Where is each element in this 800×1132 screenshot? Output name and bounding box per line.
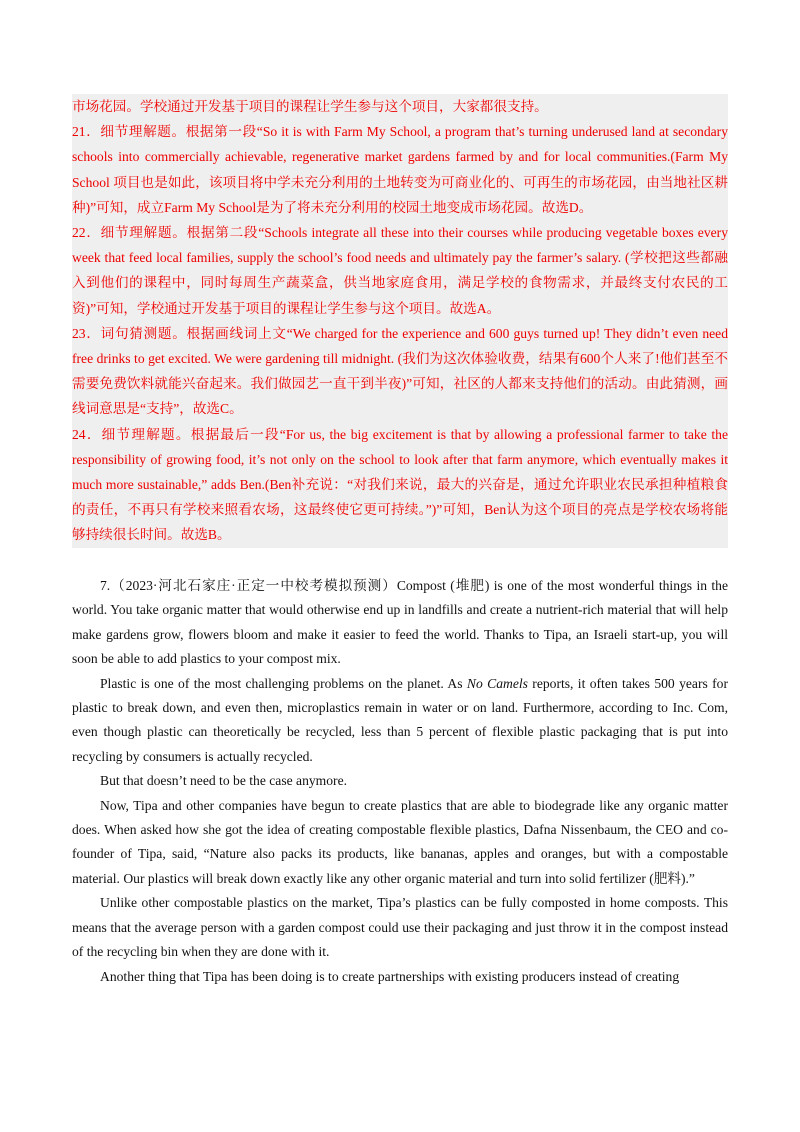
answer-23: 23．词句猜测题。根据画线词上文“We charged for the experience and 600 guys turned up! They didn’t even need free drinks to get excited. We were gardening till midnight. (我们为这次体验收费，结果有600个人来了!他们甚至不需要免费饮料就能兴奋起来。我们做园艺一直干到半夜)”可知，社区的人都来支持他们的活动。由此猜测，画线词意思是“支持”，故选C。 [72,325,728,417]
passage-paragraph-2 [72,672,728,770]
passage-paragraph-6: Another thing that Tipa has been doing is to create partnerships with existing producers instead of creating [100,968,680,984]
answer-22: 22．细节理解题。根据第二段“Schools integrate all these into their courses while producing vegetable boxes every week that feed local families, supply the school’s food needs and ultimately pay the farmer’s salary. (学校把这些都融入到他们的课程中，同时每周生产蔬菜盒，供当地家庭食用，满足学校的食物需求，并最终支付农民的工资)”可知，学校通过开发基于项目的课程让学生参与这个项目。故选A。 [72,225,728,316]
passage-paragraph-1 [72,574,728,672]
answer-24: 24．细节理解题。根据最后一段“For us, the big excitement is that by allowing a professional farmer to take the responsibility of growing food, it’s not only on the school to look after that farm anymore, which eventually makes it much more sustainable,” adds Ben.(Ben补充说：“对我们来说，最大的兴奋是，通过允许职业农民承担种植粮食的责任，不再只有学校来照看农场，这最终使它更可持续。”)”可知，Ben认为这个项目的亮点是学校农场将能够持续很长时间。故选B。 [72,426,728,543]
publication-name: No Camels [466,675,528,691]
question-source: （2023·河北石家庄·正定一中校考模拟预测） [110,578,397,593]
paragraph-2-text-a: Plastic is one of the most challenging problems on the planet. As [100,675,467,691]
answer-21: 21．细节理解题。根据第一段“So it is with Farm My School, a program that’s turning underused land at secondary schools into commercially achievable, regenerative market gardens farmed by and for local communities.(Farm My School 项目也是如此，该项目将中学未充分利用的土地转变为可商业化的、可再生的市场花园，由当地社区耕种)”可知，成立Farm My School是为了将未充分利用的校园土地变成市场花园。故选D。 [72,124,728,215]
passage-paragraph-3: But that doesn’t need to be the case anymore. [100,773,348,789]
paragraph-2-text-b: reports, it often takes 500 years for plastic to break down, and even then, microplastics remain in water or on land. Furthermore, according to Inc. Com, even though plastic can theoretically be recycled, less than 5 percent of flexible plastic packaging that is put into recycling by consumers is actually recycled. [72,675,728,764]
answer-explanations [72,94,728,548]
reading-passage [72,574,728,989]
question-number: 7. [100,578,111,593]
paragraph-1-text: Compost (堆肥) is one of the most wonderful things in the world. You take organic matter that would otherwise end up in landfills and create a nutrient-rich material that will help make gardens grow, flowers bloom and make it easier to feed the world. Thanks to Tipa, an Israeli start-up, you will soon be able to add plastics to your compost mix. [72,578,729,667]
answer-continuation: 市场花园。学校通过开发基于项目的课程让学生参与这个项目，大家都很支持。 [72,99,548,114]
passage-paragraph-5: Unlike other compostable plastics on the market, Tipa’s plastics can be fully composted in home composts. This means that the average person with a garden compost could use their packaging and just throw it in the compost instead of the recycling bin when they are done with it. [72,895,728,960]
passage-paragraph-4: Now, Tipa and other companies have begun to create plastics that are able to biodegrade like any organic matter does. When asked how she got the idea of creating compostable flexible plastics, Dafna Nissenbaum, the CEO and co-founder of Tipa, said, “Nature also packs its products, like bananas, apples and oranges, but with a compostable material. Our plastics will break down exactly like any other organic material and turn into solid fertilizer (肥料).” [72,797,728,886]
